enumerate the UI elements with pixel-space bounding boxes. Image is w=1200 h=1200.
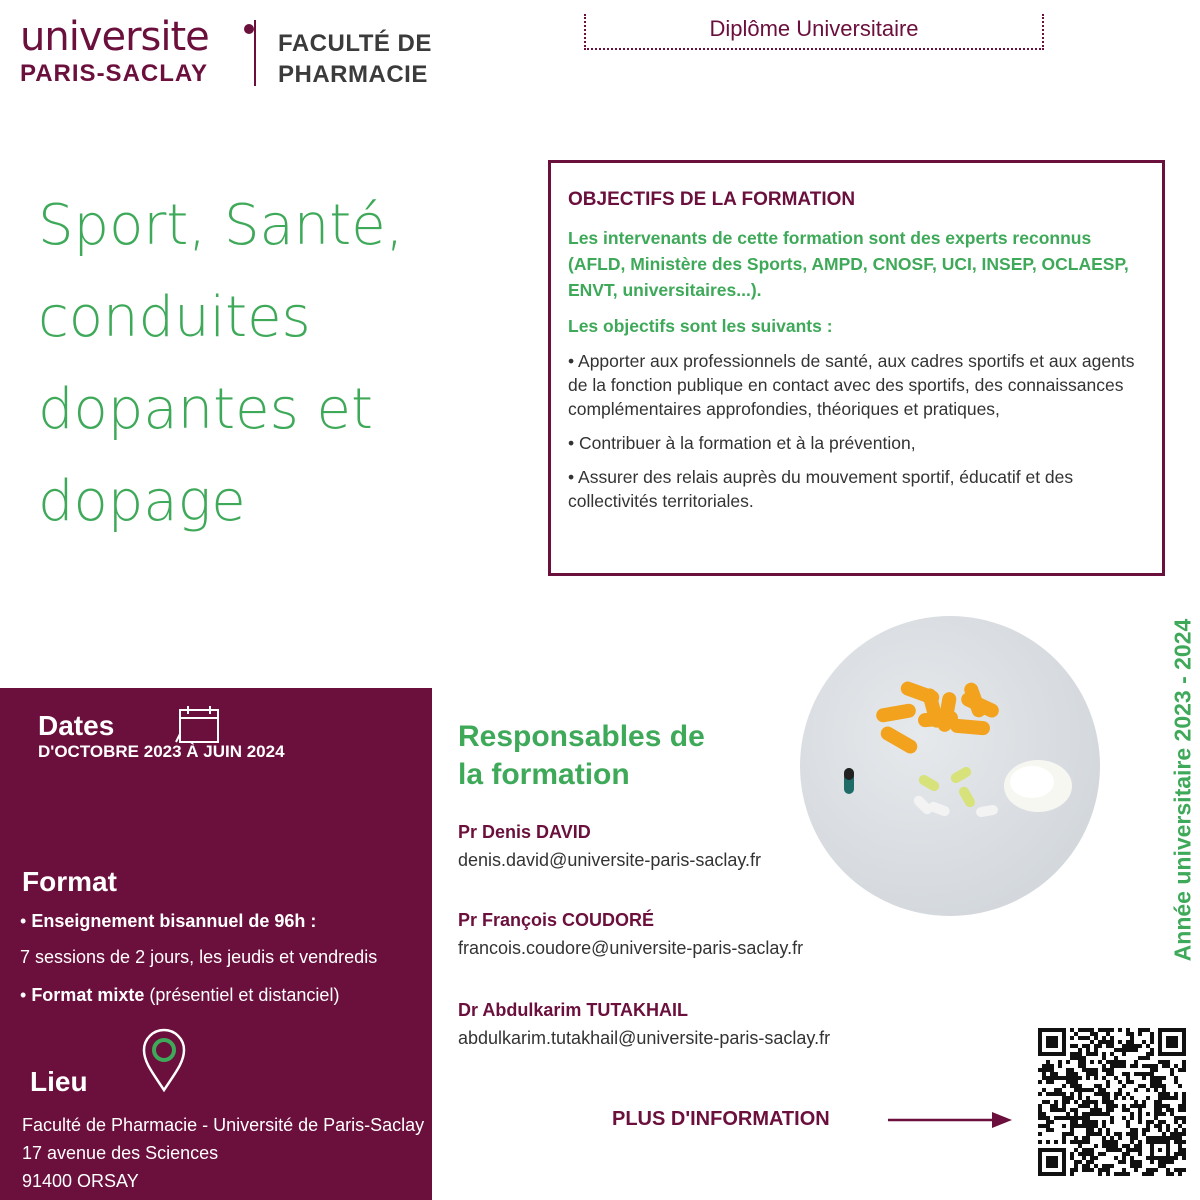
format-mixte: Format mixte (31, 985, 145, 1005)
more-info-label: PLUS D'INFORMATION (612, 1108, 830, 1130)
format-line-3 (20, 982, 339, 1008)
pills-photo (800, 616, 1100, 916)
academic-year-text: Année universitaire 2023 - 2024 (1169, 618, 1196, 962)
format-mixte-detail: (présentiel et distanciel) (144, 985, 340, 1005)
lieu-line-1: Faculté de Pharmacie - Université de Paris-Saclay (22, 1115, 425, 1135)
format-heading: Format (22, 866, 117, 897)
format-line-2: 7 sessions de 2 jours, les jeudis et vendredis (20, 947, 378, 967)
objectives-intro: Les intervenants de cette formation sont des experts reconnus (AFLD, Ministère des Sports, AMPD, CNOSF, UCI, INSEP, OCLAESP, ENVT, universitaires...). (568, 228, 1129, 300)
lieu-line-2: 17 avenue des Sciences (22, 1143, 219, 1163)
format-teaching: Enseignement bisannuel de 96h : (31, 911, 317, 931)
bullet: • (20, 985, 32, 1005)
info-panel (0, 688, 432, 1200)
location-pin-icon (140, 1028, 188, 1094)
person-email[interactable]: abdulkarim.tutakhail@universite-paris-saclay.fr (458, 1028, 831, 1048)
title-line-3: dopantes et (38, 377, 373, 442)
dates-value: D'OCTOBRE 2023 À JUIN 2024 (38, 742, 285, 761)
person-email[interactable]: francois.coudore@universite-paris-saclay.fr (458, 938, 804, 958)
faculty-line-1: FACULTÉ DE (278, 30, 432, 57)
title-line-2: conduites (38, 285, 311, 350)
objectives-box (548, 160, 1165, 576)
faculty-line-2: PHARMACIE (278, 61, 428, 88)
pills-illustration (800, 616, 1100, 916)
objectives-heading: OBJECTIFS DE LA FORMATION (568, 189, 856, 210)
person-name: Pr François COUDORÉ (458, 910, 655, 930)
person-email[interactable]: denis.david@universite-paris-saclay.fr (458, 850, 762, 870)
objectives-subheading: Les objectifs sont les suivants : (568, 316, 833, 336)
lieu-heading: Lieu (30, 1066, 88, 1097)
format-line-1 (20, 908, 316, 934)
bullet: • (20, 911, 32, 931)
objective-bullet: • Contribuer à la formation et à la prévention, (568, 433, 916, 453)
title-line-4: dopage (38, 469, 246, 534)
logo-subtitle: PARIS-SACLAY (20, 60, 209, 87)
logo-dot (244, 24, 254, 34)
university-logo (20, 14, 245, 94)
faculty-name (278, 28, 432, 90)
arrow-right-icon (888, 1108, 1012, 1132)
diplome-label: Diplôme Universitaire (584, 14, 1044, 50)
qr-code[interactable] (1038, 1028, 1186, 1176)
responsables-heading (458, 718, 705, 794)
academic-year (1168, 590, 1198, 990)
dates-heading: Dates (38, 710, 115, 741)
responsables-line-1: Responsables de (458, 720, 705, 753)
objective-bullet: • Apporter aux professionnels de santé, aux cadres sportifs et aux agents de la fonction publique en contact avec des sportifs, des connaissances complémentaires approfondies, théoriques et pratiques, (568, 351, 1135, 419)
page-title (38, 180, 518, 548)
logo-divider (254, 20, 256, 86)
person-name: Pr Denis DAVID (458, 822, 591, 842)
lieu-line-3: 91400 ORSAY (22, 1171, 139, 1191)
title-line-1: Sport, Santé, (38, 193, 404, 258)
logo-word: universite (20, 14, 209, 60)
responsables-line-2: la formation (458, 758, 630, 791)
objective-bullet: • Assurer des relais auprès du mouvement sportif, éducatif et des collectivités territoriales. (568, 467, 1074, 511)
person-name: Dr Abdulkarim TUTAKHAIL (458, 1000, 689, 1020)
